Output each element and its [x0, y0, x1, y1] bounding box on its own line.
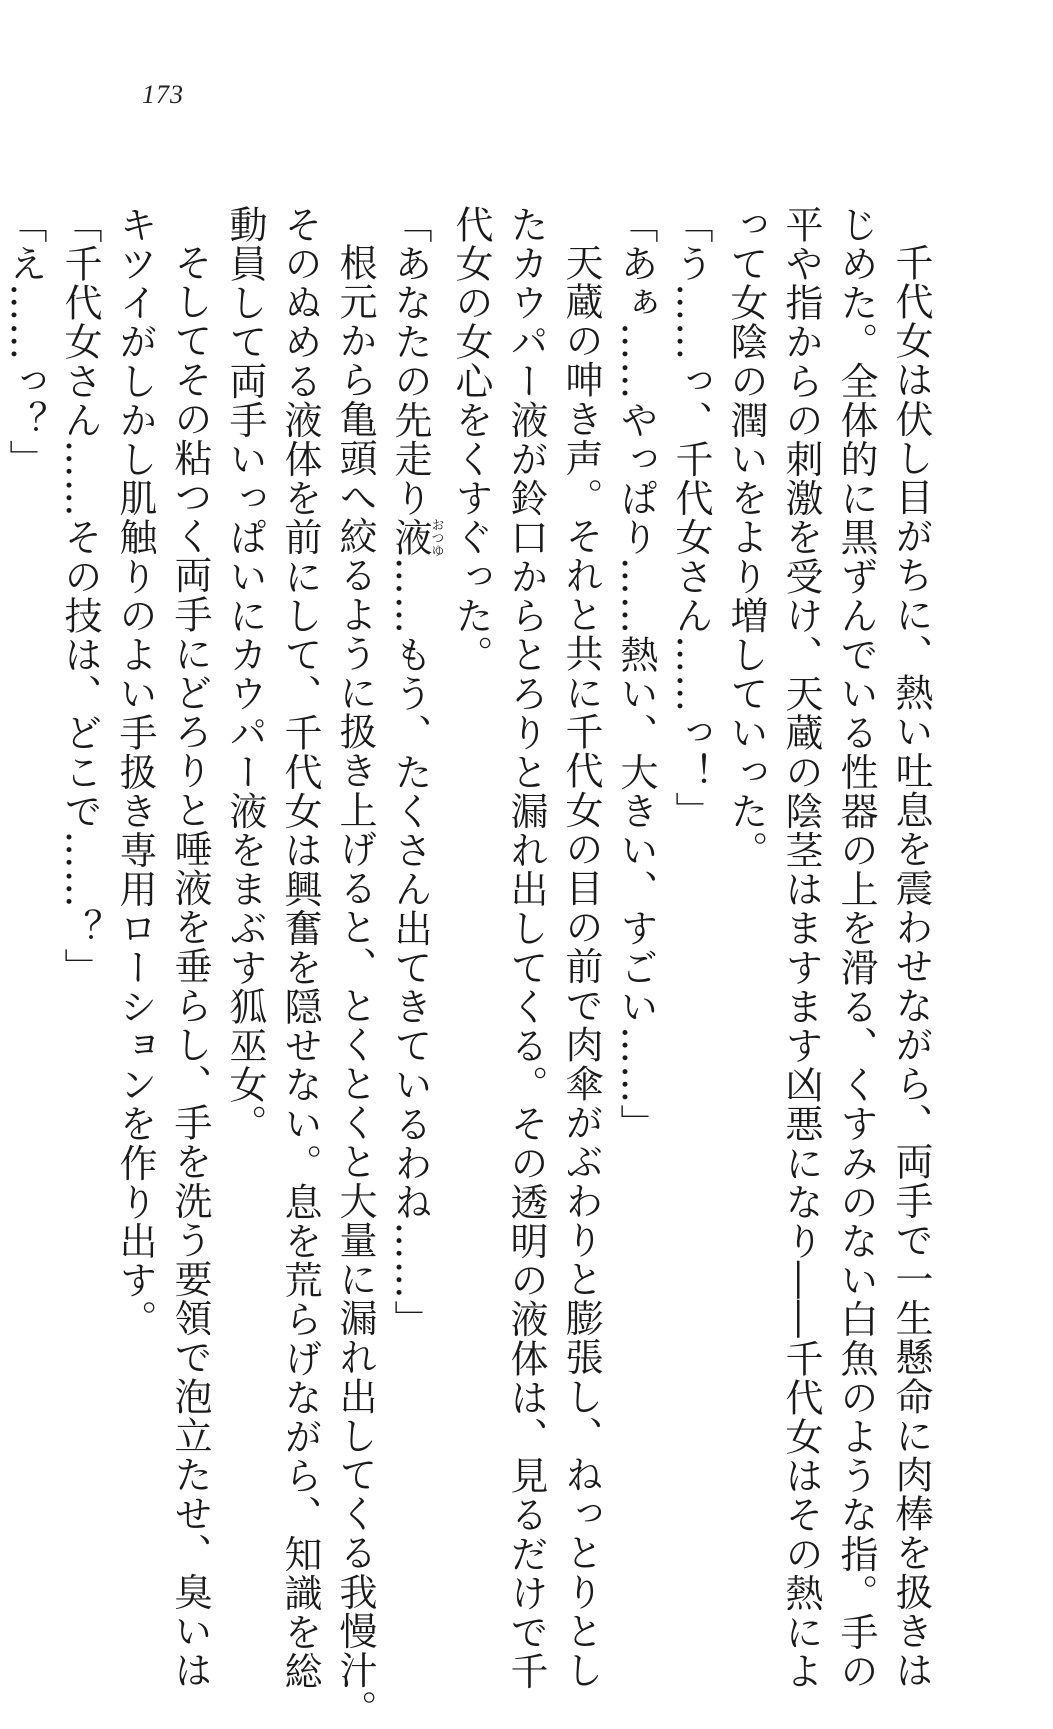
text-line: 根元から亀頭へ絞るように扱き上げると、とくとくと大量に漏れ出してくる我慢汁。 — [333, 243, 377, 1729]
body-text — [3, 205, 938, 1729]
text-line: 千代女は伏し目がちに、熱い吐息を震わせながら、両手で一生懸命に肉棒を扱きは — [889, 243, 933, 1690]
dialogue-line: 「う……っ、千代女さん……っ！」 — [669, 205, 713, 831]
dialogue-line — [382, 205, 443, 1340]
text-line: 平や指からの刺激を受け、天蔵の陰茎はますます凶悪になり――千代女はその熱によ — [779, 205, 823, 1691]
dialogue-line: 「千代女さん……その技は、どこで……？」 — [58, 205, 102, 987]
dialogue-line: 「え……っ？」 — [3, 205, 47, 479]
text-line: キツイがしかし肌触りのよい手扱き専用ローションを作り出す。 — [113, 205, 157, 1339]
furigana-word — [388, 517, 444, 557]
ruby-base: 液 — [388, 517, 432, 557]
line-suffix: ……もう、たくさん出てきているわね……」 — [388, 556, 432, 1339]
dialogue-line: 「あぁ……やっぱり……熱い、大きい、すごい……」 — [614, 205, 658, 1144]
page-number: 173 — [142, 80, 184, 109]
text-line: 動員して両手いっぱいにカウパー液をまぶす狐巫女。 — [223, 205, 267, 1144]
ruby-reading: おつゆ — [428, 517, 444, 557]
text-line: じめた。全体的に黒ずんでいる性器の上を滑る、くすみのない白魚のような指。手の — [834, 205, 878, 1691]
text-line: たカウパー液が鈴口からとろりと漏れ出してくる。その透明の液体は、見るだけで千 — [504, 205, 548, 1691]
text-line: そしてその粘つく両手にどろりと唾液を垂らし、手を洗う要領で泡立たせ、臭いは — [168, 243, 212, 1690]
text-line: そのぬめる液体を前にして、千代女は興奮を隠せない。息を荒らげながら、知識を総 — [278, 205, 322, 1691]
line-prefix: 「あなたの先走り — [388, 205, 432, 518]
text-line: って女陰の潤いをより増していった。 — [724, 205, 768, 870]
text-line: 代女の女心をくすぐった。 — [449, 205, 493, 675]
text-line: 天蔵の呻き声。それと共に千代女の目の前で肉傘がぶわりと膨張し、ねっとりとし — [559, 243, 603, 1690]
